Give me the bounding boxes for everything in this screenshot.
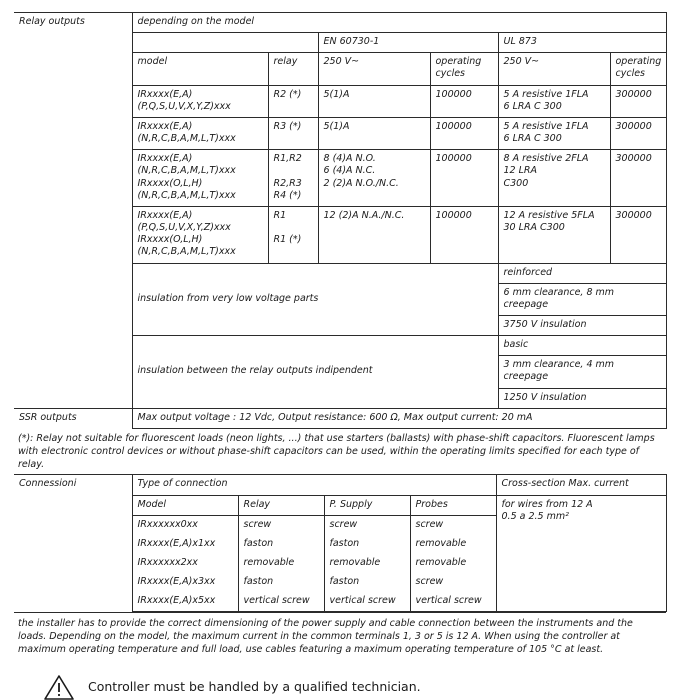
cell-ul-voltage: [498, 150, 610, 207]
spacer-label-7: [14, 263, 132, 283]
spacer-label-9: [14, 315, 132, 335]
model-line: IRxxxx(E,A): [137, 88, 193, 100]
cell-ul-cycles: 300000: [610, 150, 666, 207]
relay-outputs-table: [14, 12, 667, 429]
insulation-value: 3750 V insulation: [498, 315, 666, 335]
en-voltage-line: 6 (4)A N.C.: [323, 165, 376, 177]
relay-footnote: (*): Relay not suitable for fluorescent loads (neon lights, ...) that use starters (ballasts) with phase-shift capacitors. Fluorescent lamps with electronic control devices or without phase-shift capacitors can be used, within the operating limits specified for each type of relay.: [18, 432, 655, 470]
connections-columns-row: [14, 495, 666, 515]
spacer-label-14: [14, 515, 132, 535]
spacer-label-15: [14, 535, 132, 554]
spacer-label-4: [14, 117, 132, 149]
warning-banner: [14, 660, 666, 700]
model-line: IRxxxx(E,A): [137, 120, 193, 132]
cell-relay: [268, 150, 318, 207]
insulation-label-1: insulation from very low voltage parts: [132, 263, 498, 336]
spacer-label: [14, 33, 132, 53]
conn-relay: faston: [238, 573, 324, 592]
cell-ul-voltage: [498, 85, 610, 117]
insulation-row: [14, 263, 666, 283]
standards-header-row: [14, 33, 666, 53]
connections-label: Connessioni: [14, 475, 132, 495]
installer-note: the installer has to provide the correct dimensioning of the power supply and cable connection between the instruments and the loads. Depending on the model, the maximum current in the common terminals 1, 3 or 5 is 12 A. When using the controller at maximum operating temperature and full load, use cables featuring a maximum operating temperature of 105 °C at least.: [14, 612, 666, 659]
insulation-row: [14, 336, 666, 356]
spacer-label-8: [14, 283, 132, 315]
en-voltage-line: 12 (2)A N.A./N.C.: [323, 209, 405, 221]
spacer-label-11: [14, 356, 132, 388]
spacer-label-2: [14, 53, 132, 85]
table-row: [14, 117, 666, 149]
en-voltage-line: 2 (2)A N.O./N.C.: [323, 177, 399, 189]
ul-voltage-line: 8 A resistive 2FLA: [503, 153, 589, 165]
col-model: model: [132, 53, 268, 85]
model-line: IRxxxx(O,L,H): [137, 177, 203, 189]
insulation-value: 1250 V insulation: [498, 388, 666, 408]
en-voltage-line: 8 (4)A N.O.: [323, 153, 376, 165]
spacer-label-3: [14, 85, 132, 117]
model-line: (N,R,C,B,A,M,L,T)xxx: [137, 133, 236, 145]
cell-ul-cycles: 300000: [610, 206, 666, 263]
conn-model: IRxxxx(E,A)x3xx: [132, 573, 238, 592]
insulation-value: basic: [498, 336, 666, 356]
relay-outputs-label: Relay outputs: [14, 13, 132, 33]
conn-supply: faston: [324, 573, 410, 592]
conn-probes: removable: [410, 554, 496, 573]
cell-relay: [268, 206, 318, 263]
spacer-label-18: [14, 592, 132, 612]
conn-col-model: Model: [132, 495, 238, 515]
cell-relay: [268, 85, 318, 117]
conn-col-relay: Relay: [238, 495, 324, 515]
relay-line: R3 (*): [273, 120, 302, 132]
insulation-value: 3 mm clearance, 4 mm creepage: [498, 356, 666, 388]
relay-outputs-title-row: [14, 13, 666, 33]
warning-triangle-icon: [44, 674, 74, 700]
cell-relay: [268, 117, 318, 149]
conn-relay: faston: [238, 535, 324, 554]
cross-section-line: for wires from 12 A: [501, 498, 593, 510]
cell-model: [132, 117, 268, 149]
model-line: (N,R,C,B,A,M,L,T)xxx: [137, 246, 236, 258]
model-line: IRxxxx(O,L,H): [137, 234, 203, 246]
standard-en: EN 60730-1: [318, 33, 498, 53]
cell-en-voltage: [318, 117, 430, 149]
spacer-label-6: [14, 206, 132, 263]
col-relay: relay: [268, 53, 318, 85]
spacer-label-13: [14, 495, 132, 515]
connections-header-row: [14, 475, 666, 495]
conn-model: IRxxxxxx2xx: [132, 554, 238, 573]
conn-supply: removable: [324, 554, 410, 573]
relay-outputs-subtitle: depending on the model: [132, 13, 666, 33]
relay-line: R1 (*): [273, 234, 302, 246]
cell-en-cycles: 100000: [430, 150, 498, 207]
cell-en-cycles: 100000: [430, 85, 498, 117]
cell-ul-cycles: 300000: [610, 85, 666, 117]
en-voltage-line: 5(1)A: [323, 120, 350, 132]
type-of-connection-header: Type of connection: [132, 475, 496, 495]
col-en-voltage: 250 V~: [318, 53, 430, 85]
model-line: IRxxxx(E,A): [137, 153, 193, 165]
standards-blank: [132, 33, 318, 53]
insulation-label-2: insulation between the relay outputs indipendent: [132, 336, 498, 409]
relay-line: R2 (*): [273, 88, 302, 100]
table-row: [14, 206, 666, 263]
relay-line: R4 (*): [273, 189, 302, 201]
conn-model: IRxxxx(E,A)x5xx: [132, 592, 238, 612]
conn-relay: screw: [238, 515, 324, 535]
relay-line: R1,R2: [273, 153, 302, 165]
col-ul-voltage: 250 V~: [498, 53, 610, 85]
insulation-value: 6 mm clearance, 8 mm creepage: [498, 283, 666, 315]
ul-voltage-line: 30 LRA C300: [503, 222, 565, 234]
col-ul-cycles: operating cycles: [610, 53, 666, 85]
conn-probes: removable: [410, 535, 496, 554]
cross-section-line: 0.5 a 2.5 mm²: [501, 510, 569, 522]
cell-en-voltage: [318, 85, 430, 117]
cell-ul-voltage: [498, 206, 610, 263]
conn-model: IRxxxxxx0xx: [132, 515, 238, 535]
en-voltage-line: 5(1)A: [323, 88, 350, 100]
relay-line: R1: [273, 209, 287, 221]
conn-probes: screw: [410, 573, 496, 592]
spacer-label-5: [14, 150, 132, 207]
model-line: IRxxxx(E,A): [137, 209, 193, 221]
cross-section-cell: [496, 495, 666, 612]
cross-section-header: Cross-section Max. current: [496, 475, 666, 495]
spacer-label-12: [14, 388, 132, 408]
cell-ul-cycles: 300000: [610, 117, 666, 149]
spacer-label-16: [14, 554, 132, 573]
table-row: [14, 150, 666, 207]
conn-supply: faston: [324, 535, 410, 554]
standard-ul: UL 873: [498, 33, 666, 53]
relay-columns-header-row: [14, 53, 666, 85]
cell-en-cycles: 100000: [430, 117, 498, 149]
conn-supply: vertical screw: [324, 592, 410, 612]
model-line: (N,R,C,B,A,M,L,T)xxx: [137, 165, 236, 177]
ul-voltage-line: 5 A resistive 1FLA: [503, 120, 589, 132]
model-line: (P,Q,S,U,V,X,Y,Z)xxx: [137, 100, 231, 112]
connections-table: [14, 474, 667, 612]
warning-text: Controller must be handled by a qualified technician.: [88, 679, 421, 695]
ssr-outputs-row: [14, 408, 666, 428]
relay-line: R2,R3: [273, 177, 302, 189]
ul-voltage-line: 6 LRA C 300: [503, 133, 562, 145]
ul-voltage-line: C300: [503, 177, 529, 189]
conn-probes: screw: [410, 515, 496, 535]
cell-en-voltage: [318, 206, 430, 263]
spacer-label-10: [14, 336, 132, 356]
cell-model: [132, 206, 268, 263]
cell-model: [132, 150, 268, 207]
cell-model: [132, 85, 268, 117]
cell-ul-voltage: [498, 117, 610, 149]
ssr-outputs-label: SSR outputs: [14, 408, 132, 428]
ul-voltage-line: 12 LRA: [503, 165, 538, 177]
ssr-outputs-value: Max output voltage : 12 Vdc, Output resistance: 600 Ω, Max output current: 20 mA: [132, 408, 666, 428]
conn-col-probes: Probes: [410, 495, 496, 515]
table-row: [14, 85, 666, 117]
spacer-label-17: [14, 573, 132, 592]
conn-probes: vertical screw: [410, 592, 496, 612]
insulation-value: reinforced: [498, 263, 666, 283]
col-en-cycles: operating cycles: [430, 53, 498, 85]
relay-line-gap: [274, 165, 313, 177]
cell-en-voltage: [318, 150, 430, 207]
conn-col-supply: P. Supply: [324, 495, 410, 515]
relay-line-gap-2: [274, 222, 313, 234]
ul-voltage-line: 5 A resistive 1FLA: [503, 88, 589, 100]
model-line: (N,R,C,B,A,M,L,T)xxx: [137, 189, 236, 201]
ul-voltage-line: 6 LRA C 300: [503, 100, 562, 112]
ul-voltage-line: 12 A resistive 5FLA: [503, 209, 595, 221]
conn-supply: screw: [324, 515, 410, 535]
conn-relay: vertical screw: [238, 592, 324, 612]
conn-model: IRxxxx(E,A)x1xx: [132, 535, 238, 554]
cell-en-cycles: 100000: [430, 206, 498, 263]
model-line: (P,Q,S,U,V,X,Y,Z)xxx: [137, 222, 231, 234]
conn-relay: removable: [238, 554, 324, 573]
